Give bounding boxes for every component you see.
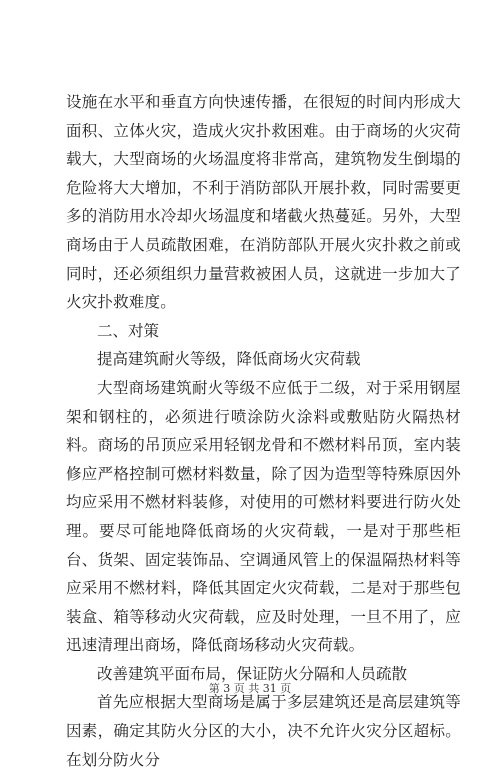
paragraph-fire-compartment: 首先应根据大型商场是属于多层建筑还是高层建筑等因素，确定其防火分区的大小，决不允许火灾分区超标。在划分防火分 <box>66 693 461 769</box>
paragraph-fire-spread: 设施在水平和垂直方向快速传播，在很短的时间内形成大面积、立体火灾，造成火灾扑救困难。由于商场的火灾荷载大，大型商场的火场温度将非常高，建筑物发生倒塌的危险将大大增加，不利于消防部队开展扑救，同时需要更多的消防用水冷却火场温度和堵截火热蔓延。另外，大型商场由于人员疏散困难，在消防部队开展火灾扑救之前或同时，还必须组织力量营救被困人员，这就进一步加大了火灾扑救难度。 <box>66 93 461 312</box>
section-heading-countermeasures: 二、对策 <box>97 321 160 340</box>
paragraph-fire-resistance: 大型商场建筑耐火等级不应低于二级，对于采用钢屋架和钢柱的，必须进行喷涂防火涂料或敷贴防火隔热材料。商场的吊顶应采用轻钢龙骨和不燃材料吊顶，室内装修应严格控制可燃材料数量，除了因为造型等特殊原因外均应采用不燃材料装修，对使用的可燃材料要进行防火处理。要尽可能地降低商场的火灾荷载，一是对于那些柜台、货架、固定装饰品、空调通风管上的保温隔热材料等应采用不燃材料，降低其固定火灾荷载，二是对于那些包装盒、箱等移动火灾荷载，应及时处理，一旦不用了，应迅速清理出商场，降低商场移动火灾荷载。 <box>66 378 461 655</box>
page-number-footer: 第 3 页 共 31 页 <box>208 682 292 695</box>
document-body <box>66 88 461 774</box>
subheading-fire-resistance: 提高建筑耐火等级，降低商场火灾荷载 <box>97 350 361 369</box>
subheading-layout-evacuation: 改善建筑平面布局，保证防火分隔和人员疏散 <box>97 664 408 683</box>
